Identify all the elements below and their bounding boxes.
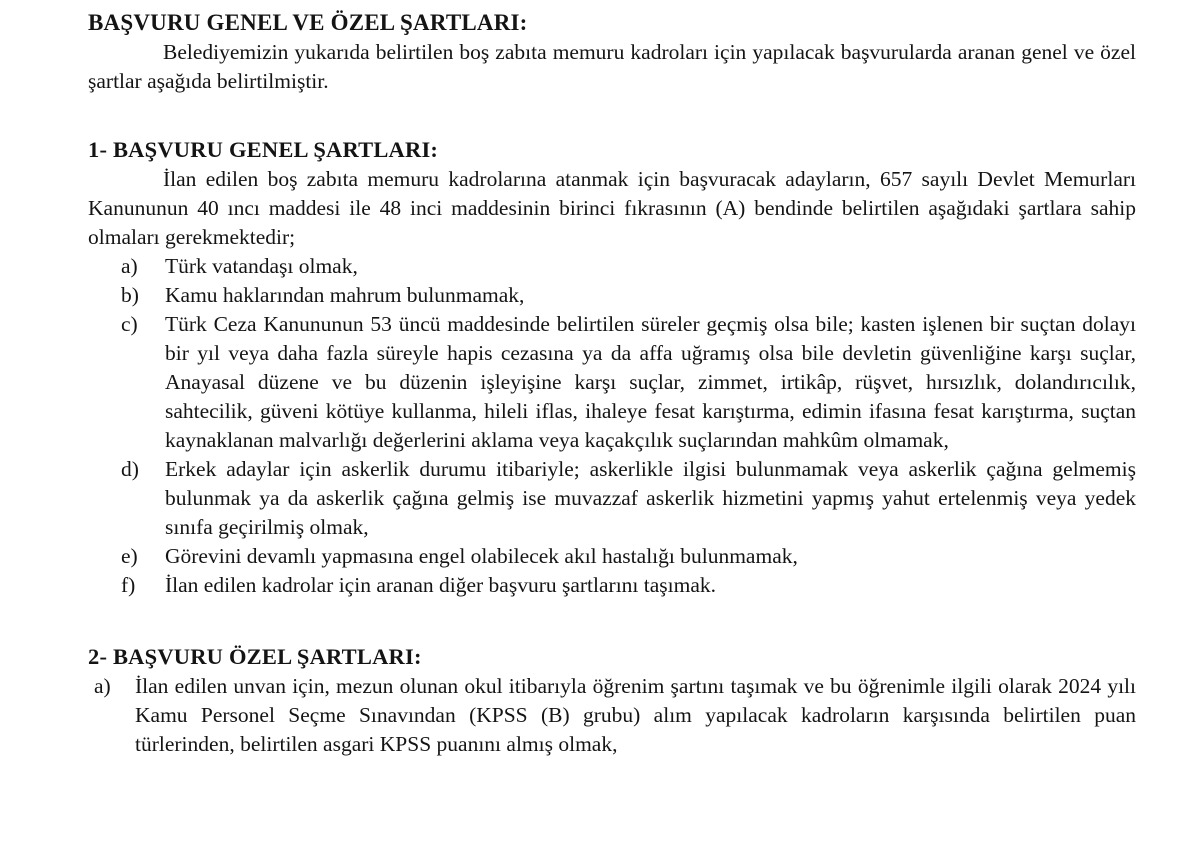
list-item-text: Görevini devamlı yapmasına engel olabilecek akıl hastalığı bulunmamak,: [165, 544, 798, 568]
section1-requirements-list: [88, 252, 1136, 600]
list-item-label: a): [121, 254, 138, 278]
list-item-text: İlan edilen kadrolar için aranan diğer başvuru şartlarını taşımak.: [165, 573, 717, 597]
section1-paragraph: İlan edilen boş zabıta memuru kadrolarına atanmak için başvuracak adayların, 657 sayılı Devlet Memurları Kanununun 40 ıncı maddesi ile 48 inci maddesinin birinci fıkrasının (A) bendinde belirtilen aşağıdaki şartlara sahip olmaları gerekmektedir;: [88, 167, 1136, 249]
intro-paragraph: Belediyemizin yukarıda belirtilen boş zabıta memuru kadroları için yapılacak başvurularda aranan genel ve özel şartlar aşağıda belirtilmiştir.: [88, 40, 1136, 93]
list-item: [88, 310, 1136, 455]
list-item-label: d): [121, 457, 139, 481]
list-item: [88, 252, 1136, 281]
list-item-text: Türk Ceza Kanununun 53 üncü maddesinde belirtilen süreler geçmiş olsa bile; kasten işlenen bir suçtan dolayı bir yıl veya daha fazla süreyle hapis cezasına ya da affa uğramış olsa bile devletin güvenliğine karşı suçlar, Anayasal düzene ve bu düzenin işleyişine karşı suçlar, zimmet, irtikâp, rüşvet, hırsızlık, dolandırıcılık, sahtecilik, güveni kötüye kullanma, hileli iflas, ihaleye fesat karıştırma, edimin ifasına fesat karıştırma, suçtan kaynaklanan malvarlığı değerlerini aklama veya kaçakçılık suçlarından mahkûm olmamak,: [165, 312, 1136, 452]
list-item-label: f): [121, 573, 136, 597]
section1-heading: 1- BAŞVURU GENEL ŞARTLARI:: [88, 137, 439, 162]
list-item: [88, 672, 1136, 759]
list-item: [88, 571, 1136, 600]
list-item: [88, 542, 1136, 571]
list-item: [88, 455, 1136, 542]
list-item-label: c): [121, 312, 138, 336]
list-item-text: Kamu haklarından mahrum bulunmamak,: [165, 283, 525, 307]
list-item-text: Erkek adaylar için askerlik durumu itibariyle; askerlikle ilgisi bulunmamak veya askerlik çağına gelmemiş bulunmak ya da askerlik çağına gelmiş ise muvazzaf askerlik hizmetini yapmış yahut ertelenmiş veya yedek sınıfa geçirilmiş olmak,: [165, 457, 1136, 539]
list-item-label: e): [121, 544, 138, 568]
list-item-text: Türk vatandaşı olmak,: [165, 254, 358, 278]
section2-heading: 2- BAŞVURU ÖZEL ŞARTLARI:: [88, 644, 422, 669]
list-item-label: b): [121, 283, 139, 307]
document-title: BAŞVURU GENEL VE ÖZEL ŞARTLARI:: [88, 10, 528, 35]
list-item: [88, 281, 1136, 310]
list-item-text: İlan edilen unvan için, mezun olunan okul itibarıyla öğrenim şartını taşımak ve bu öğrenimle ilgili olarak 2024 yılı Kamu Personel Seçme Sınavından (KPSS (B) grubu) alım yapılacak kadroların karşısında belirtilen puan türlerinden, belirtilen asgari KPSS puanını almış olmak,: [135, 674, 1136, 756]
list-item-label: a): [94, 674, 111, 698]
section2-requirements-list: [88, 672, 1136, 759]
